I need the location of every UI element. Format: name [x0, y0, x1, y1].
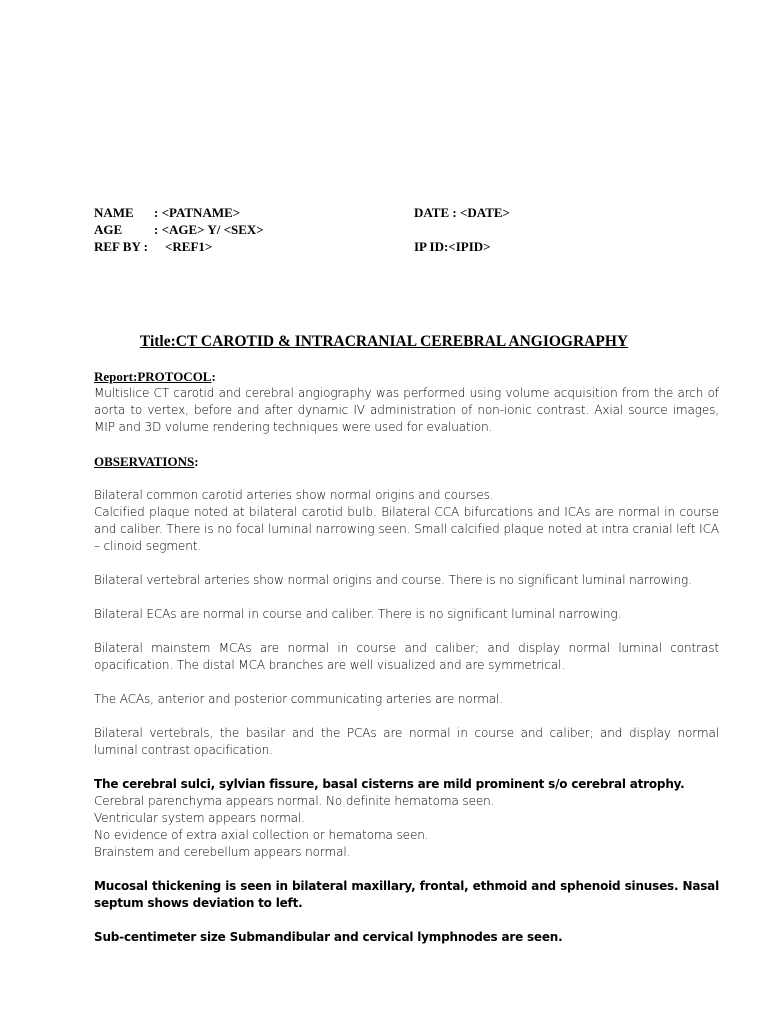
protocol-heading-colon: :: [211, 369, 216, 384]
carotid-paragraph-1: Bilateral common carotid arteries show normal origins and courses.: [94, 488, 494, 502]
header-row-age: [94, 221, 734, 238]
name-value: : <PATNAME>: [154, 205, 241, 220]
ipid-field: IP ID:<IPID>: [414, 239, 491, 254]
posterior-circulation-paragraph: Bilateral vertebrals, the basilar and the PCAs are normal in course and caliber; and display normal luminal contrast opacification.: [94, 726, 719, 757]
mca-paragraph: Bilateral mainstem MCAs are normal in course and caliber; and display normal luminal contrast opacification. The distal MCA branches are well visualized and are symmetrical.: [94, 641, 719, 672]
patient-header: [94, 204, 734, 255]
eca-paragraph: Bilateral ECAs are normal in course and caliber. There is no significant luminal narrowing.: [94, 607, 622, 621]
parenchyma-finding: Cerebral parenchyma appears normal. No definite hematoma seen.: [94, 794, 495, 808]
brainstem-finding: Brainstem and cerebellum appears normal.: [94, 845, 351, 859]
ref-label: REF BY :: [94, 239, 148, 254]
report-title: [0, 332, 768, 352]
header-row-name: [94, 204, 734, 221]
observations-heading-colon: :: [194, 454, 199, 469]
protocol-heading: [94, 368, 719, 385]
protocol-heading-text: Report:PROTOCOL: [94, 369, 212, 384]
name-label: NAME: [94, 205, 134, 220]
ventricular-finding: Ventricular system appears normal.: [94, 811, 305, 825]
report-title-text: Title:CT CAROTID & INTRACRANIAL CEREBRAL ANGIOGRAPHY: [139, 333, 629, 350]
protocol-text: Multislice CT carotid and cerebral angiography was performed using volume acquisition from the arch of aorta to vertex, before and after dynamic IV administration of non-ionic contrast. Axial source images, MIP and 3D volume rendering techniques were used for evaluation.: [94, 386, 719, 434]
header-row-ref: [94, 238, 734, 255]
ref-value: <REF1>: [165, 239, 213, 254]
age-label: AGE: [94, 222, 123, 237]
observations-heading: [94, 453, 719, 470]
atrophy-finding: The cerebral sulci, sylvian fissure, basal cisterns are mild prominent s/o cerebral atrophy.: [94, 777, 685, 791]
sinus-finding: Mucosal thickening is seen in bilateral maxillary, frontal, ethmoid and sphenoid sinuses. Nasal septum shows deviation to left.: [94, 879, 719, 910]
vertebral-paragraph: Bilateral vertebral arteries show normal origins and course. There is no significant luminal narrowing.: [94, 573, 692, 587]
report-body: [94, 368, 719, 946]
lymphnode-finding: Sub-centimeter size Submandibular and cervical lymphnodes are seen.: [94, 930, 563, 944]
observations-heading-text: OBSERVATIONS: [94, 454, 195, 469]
date-field: DATE : <DATE>: [414, 205, 510, 220]
aca-paragraph: The ACAs, anterior and posterior communicating arteries are normal.: [94, 692, 503, 706]
carotid-paragraph-2: Calcified plaque noted at bilateral carotid bulb. Bilateral CCA bifurcations and ICAs are normal in course and caliber. There is no focal luminal narrowing seen. Small calcified plaque noted at intra cranial left ICA – clinoid segment.: [94, 505, 719, 553]
age-value: : <AGE> Y/ <SEX>: [154, 222, 264, 237]
extra-axial-finding: No evidence of extra axial collection or hematoma seen.: [94, 828, 429, 842]
